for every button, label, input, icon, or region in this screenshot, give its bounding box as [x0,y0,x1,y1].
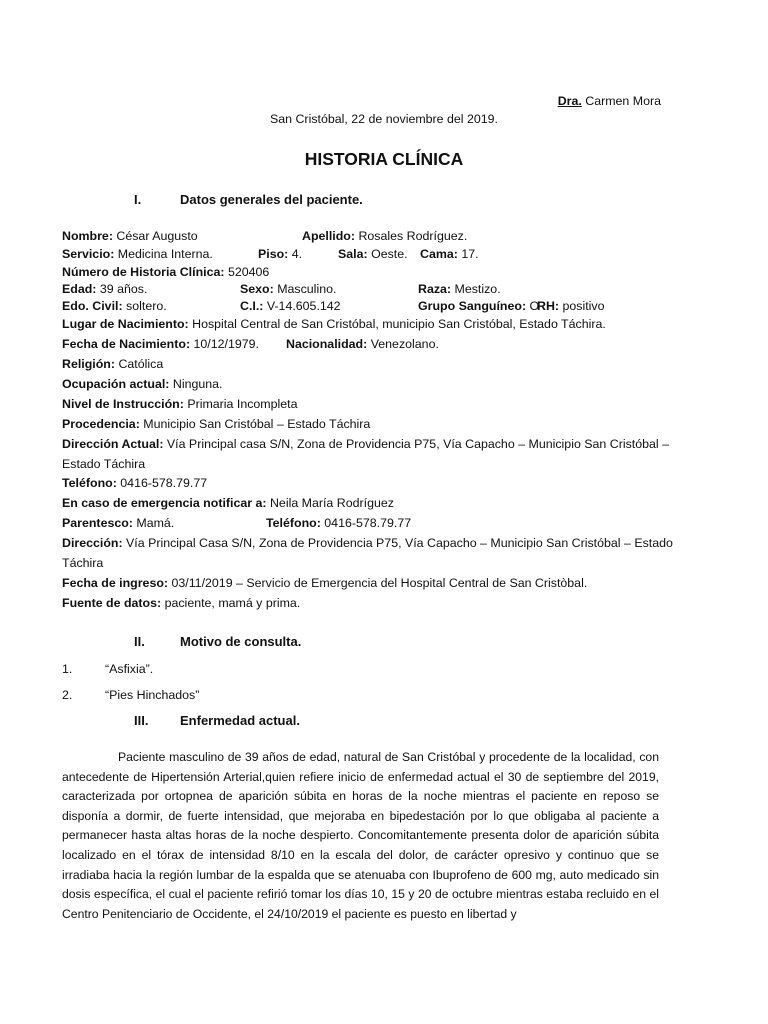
doctor-signature [558,92,661,112]
historia-label: Número de Historia Clínica: [62,265,225,279]
section-title: Motivo de consulta. [180,634,302,649]
section-number: I. [134,192,142,207]
parentesco-label: Parentesco: [62,516,133,530]
fuente-value: paciente, mamá y prima. [161,596,301,610]
row-instruccion [62,395,298,415]
nac-value: Venezolano. [367,337,439,351]
emergencia-value: Neila María Rodríguez [266,496,394,510]
direccion-label: Dirección Actual: [62,437,164,451]
fecha-nac-label: Fecha de Nacimiento: [62,337,191,351]
lugar-label: Lugar de Nacimiento: [62,317,189,331]
fuente-label: Fuente de datos: [62,596,162,610]
section-title: Datos generales del paciente. [180,192,363,207]
sala-value: Oeste. [367,247,408,261]
apellido-value: Rosales Rodríguez. [355,229,468,243]
instruccion-value: Primaria Incompleta [183,397,298,411]
list-item-number: 2. [62,688,73,702]
emergencia-label: En caso de emergencia notificar a: [62,496,267,510]
ocupacion-value: Ninguna. [169,377,223,391]
civil-label: Edo. Civil: [62,299,123,313]
grupo-value: O [526,299,540,313]
sala-label: Sala: [338,247,368,261]
ci-value: V-14.605.142 [263,299,341,313]
ci-label: C.I.: [240,299,264,313]
historia-value: 520406 [224,265,270,279]
list-item: “Asfixia”. [105,662,154,676]
telefono2-label: Teléfono: [266,516,321,530]
telefono-value: 0416-578.79.77 [116,476,208,490]
cama-label: Cama: [420,247,458,261]
row-lugar [62,315,606,335]
apellido-label: Apellido: [302,229,355,243]
row-religion [62,355,163,375]
parentesco-value: Mamá. [132,516,175,530]
section-title: Enfermedad actual. [180,713,300,728]
rh-label: RH: [537,299,560,313]
sexo-label: Sexo: [240,282,274,296]
edad-value: 39 años. [96,282,148,296]
list-item: “Pies Hinchados” [105,688,200,702]
section-number: III. [134,713,149,728]
direccion-continuation: Estado Táchira [62,457,146,471]
row-ingreso [62,574,587,594]
row-telefono [62,474,207,494]
rh-value: positivo [559,299,605,313]
direccion2-continuation: Táchira [62,556,104,570]
nombre-value: César Augusto [112,229,198,243]
raza-value: Mestizo. [451,282,501,296]
religion-label: Religión: [62,357,115,371]
procedencia-label: Procedencia: [62,417,140,431]
raza-label: Raza: [418,282,452,296]
servicio-label: Servicio: [62,247,115,261]
row-fuente [62,594,300,614]
ocupacion-label: Ocupación actual: [62,377,170,391]
doctor-name: Carmen Mora [581,94,661,108]
sexo-value: Masculino. [273,282,337,296]
row-direccion [62,435,669,455]
row-ocupacion [62,375,222,395]
civil-value: soltero. [122,299,167,313]
place-date: San Cristóbal, 22 de noviembre del 2019. [270,112,498,126]
nombre-label: Nombre: [62,229,113,243]
list-item-number: 1. [62,662,73,676]
piso-label: Piso: [258,247,289,261]
ingreso-value: 03/11/2019 – Servicio de Emergencia del Hospital Central de San Cristòbal. [168,576,588,590]
lugar-value: Hospital Central de San Cristóbal, municipio San Cristóbal, Estado Táchira. [188,317,606,331]
ingreso-label: Fecha de ingreso: [62,576,169,590]
servicio-value: Medicina Interna. [114,247,213,261]
edad-label: Edad: [62,282,97,296]
instruccion-label: Nivel de Instrucción: [62,397,184,411]
row-emergencia [62,494,394,514]
direccion2-label: Dirección: [62,536,123,550]
document-title: HISTORIA CLÍNICA [304,149,464,169]
enfermedad-actual-paragraph: Paciente masculino de 39 años de edad, natural de San Cristóbal y procedente de la localidad, con antecedente de Hipertensión Arterial,quien refiere inicio de enfermedad actual el 30 de septiembre del 2019, caracterizada por ortopnea de aparición súbita en horas de la noche mientras el paciente en reposo se disponía a dormir, de fuerte intensidad, que mejoraba en bipedestación por lo que obligaba al paciente a permanecer hasta altas horas de la noche despierto. Concomitantemente presenta dolor de aparición súbita localizado en el tórax de intensidad 8/10 en la escala del dolor, de carácter opresivo y continuo que se irradiaba hacia la región lumbar de la espalda que se atenuaba con Ibuprofeno de 600 mg, auto medicado sin dosis específica, el cual el paciente refirió tomar los días 10, 15 y 20 de octubre mientras estaba recluido en el Centro Penitenciario de Occidente, el 24/10/2019 el paciente es puesto en libertad y [62,750,659,921]
procedencia-value: Municipio San Cristóbal – Estado Táchira [139,417,371,431]
piso-value: 4. [288,247,303,261]
row-procedencia [62,415,370,435]
direccion-value: Vía Principal casa S/N, Zona de Providencia P75, Vía Capacho – Municipio San Cristóbal – [163,437,669,451]
row-direccion2 [62,534,673,554]
religion-value: Católica [115,357,164,371]
fecha-nac-value: 10/12/1979. [190,337,259,351]
nac-label: Nacionalidad: [286,337,368,351]
section-number: II. [134,634,145,649]
grupo-label: Grupo Sanguíneo: [418,299,527,313]
telefono2-value: 0416-578.79.77 [320,516,412,530]
telefono-label: Teléfono: [62,476,117,490]
direccion2-value: Vía Principal Casa S/N, Zona de Providencia P75, Vía Capacho – Municipio San Cristóbal – Estado [122,536,673,550]
doctor-prefix: Dra. [557,94,582,108]
cama-value: 17. [457,247,479,261]
